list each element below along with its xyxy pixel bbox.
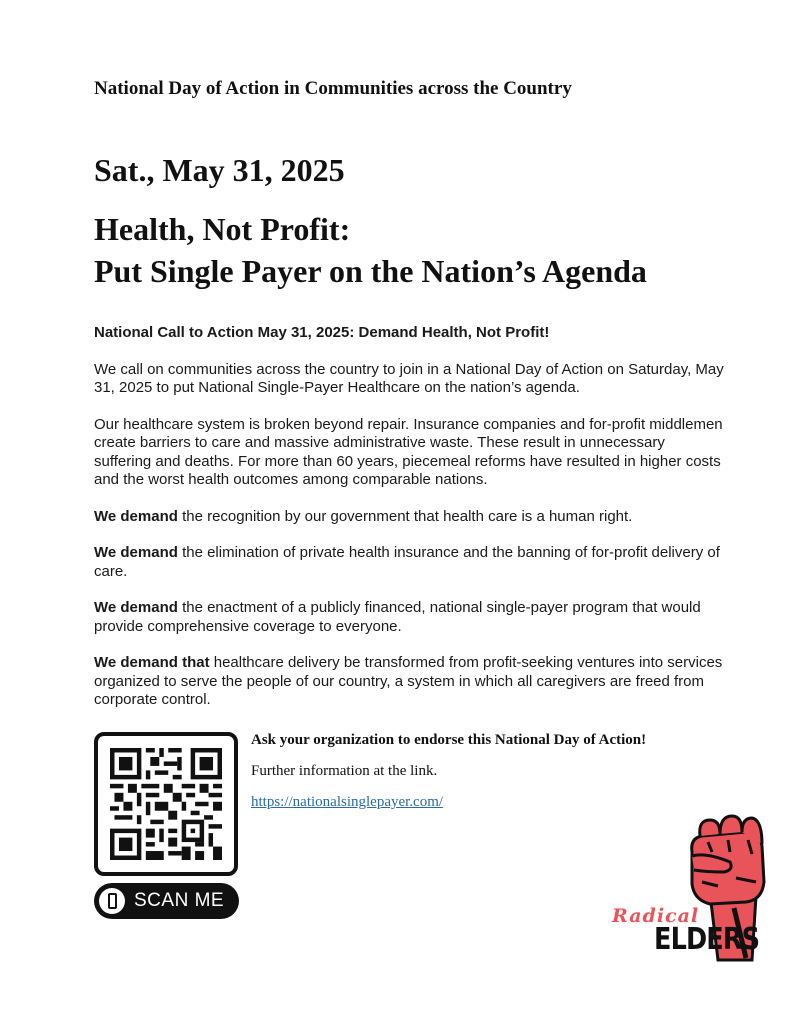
headline-line-2: Put Single Payer on the Nation’s Agenda (94, 253, 647, 289)
intro-paragraph: We call on communities across the country to join in a National Day of Action on Saturday, May 31, 2025 to put National Single-Payer Healthcare on the nation’s agenda. (94, 360, 724, 396)
info-text: Further information at the link. (251, 763, 438, 779)
call-title: National Call to Action May 31, 2025: Demand Health, Not Profit! (94, 324, 550, 341)
phone-icon (99, 888, 125, 914)
demand-lead: We demand (94, 599, 178, 616)
call-to-action-body (94, 324, 724, 728)
logo-word-radical: Radical (612, 905, 700, 927)
event-date: Sat., May 31, 2025 (94, 152, 345, 188)
demand-lead: We demand (94, 544, 178, 561)
qr-code-pattern (110, 748, 222, 860)
event-kicker: National Day of Action in Communities across the Country (94, 78, 572, 99)
demand-2 (94, 544, 724, 581)
logo-word-elders: ELDERS (654, 922, 760, 957)
demand-3 (94, 599, 724, 636)
qr-code[interactable] (94, 732, 238, 876)
demand-text: the elimination of private health insurance and the banning of for-profit delivery of care. (94, 544, 720, 580)
problem-paragraph: Our healthcare system is broken beyond repair. Insurance companies and for-profit middlemen create barriers to care and massive administrative waste. These result in unnecessary suffering and deaths. For more than 60 years, piecemeal reforms have resulted in higher costs and the worst health outcomes among comparable nations. (94, 415, 723, 488)
demand-lead: We demand that (94, 654, 210, 671)
demand-text: healthcare delivery be transformed from profit-seeking ventures into services organized to serve the people of our country, a system in which all caregivers are freed from corporate control. (94, 654, 723, 708)
demand-lead: We demand (94, 507, 178, 525)
page-title (94, 208, 647, 292)
demand-1 (94, 508, 724, 527)
demand-4 (94, 654, 724, 710)
scan-me-badge[interactable] (94, 883, 239, 919)
demand-text: the recognition by our government that health care is a human right. (177, 507, 633, 525)
headline-line-1: Health, Not Profit: (94, 211, 351, 247)
endorse-heading: Ask your organization to endorse this National Day of Action! (251, 732, 647, 748)
scan-me-label: SCAN ME (134, 890, 225, 911)
demand-text: the enactment of a publicly financed, national single-payer program that would provide comprehensive coverage to everyone. (94, 599, 701, 635)
radical-elders-logo (606, 812, 766, 962)
website-link[interactable]: https://nationalsinglepayer.com/ (251, 794, 444, 810)
endorse-section (251, 731, 646, 811)
